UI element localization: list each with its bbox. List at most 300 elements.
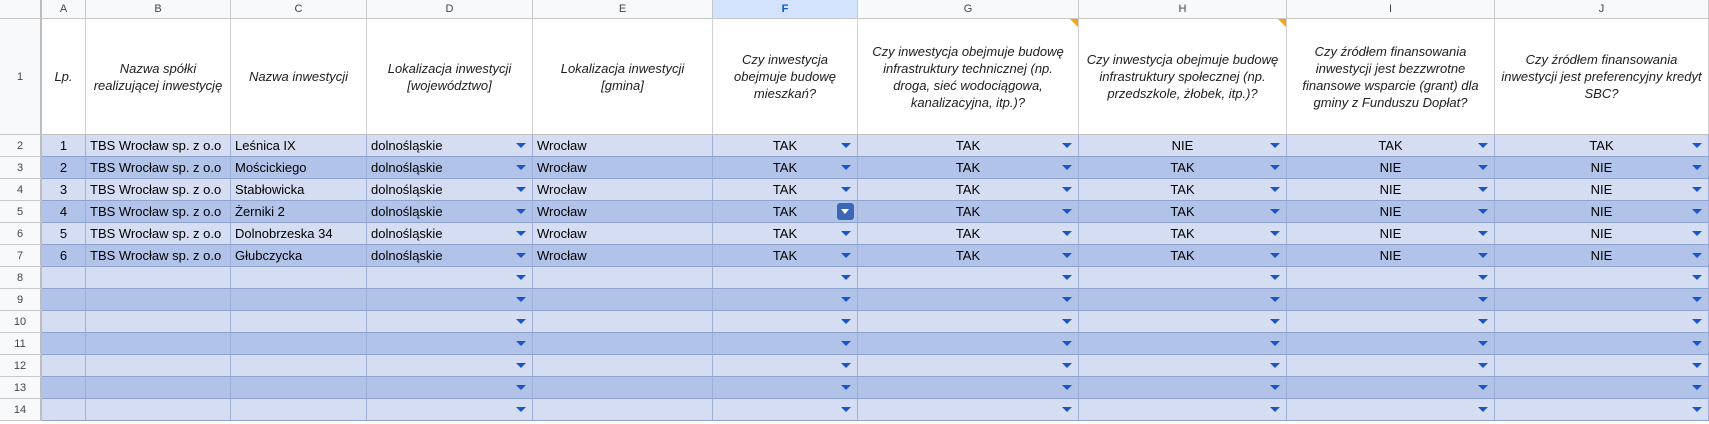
dropdown-arrow-icon[interactable] (1478, 407, 1488, 412)
dropdown-arrow-icon[interactable] (1478, 165, 1488, 170)
cell-j12[interactable] (1495, 355, 1709, 377)
column-header-c[interactable]: C (231, 0, 367, 19)
cell-g3[interactable] (858, 157, 1079, 179)
cell-c2[interactable] (231, 135, 367, 157)
cell-d10[interactable] (367, 311, 533, 333)
cell-value: TBS Wrocław sp. z o.o (90, 248, 222, 263)
dropdown-arrow-icon[interactable] (837, 203, 854, 220)
header-cell-f[interactable] (713, 19, 858, 135)
column-header-h[interactable]: H (1079, 0, 1287, 19)
cell-f6[interactable] (713, 223, 858, 245)
dropdown-arrow-icon[interactable] (1062, 253, 1072, 258)
header-cell-text: Nazwa inwestycji (249, 69, 348, 84)
cell-i13[interactable] (1287, 377, 1495, 399)
cell-i9[interactable] (1287, 289, 1495, 311)
header-cell-d[interactable] (367, 19, 533, 135)
cell-d11[interactable] (367, 333, 533, 355)
row-header-7[interactable]: 7 (0, 245, 42, 267)
cell-b11[interactable] (86, 333, 231, 355)
cell-f7[interactable] (713, 245, 858, 267)
cell-value: TBS Wrocław sp. z o.o (90, 204, 222, 219)
table-row (42, 245, 1709, 267)
cell-value: TAK (772, 226, 798, 241)
table-row (42, 267, 1709, 289)
column-header-j[interactable]: J (1495, 0, 1709, 19)
cell-i7[interactable] (1287, 245, 1495, 267)
dropdown-arrow-icon[interactable] (1270, 363, 1280, 368)
cell-i5[interactable] (1287, 201, 1495, 223)
row-header-6[interactable]: 6 (0, 223, 42, 245)
cell-b13[interactable] (86, 377, 231, 399)
header-cell-text: Czy źródłem finansowania inwestycji jest preferencyjny kredyt SBC? (1501, 52, 1702, 101)
cell-h14[interactable] (1079, 399, 1287, 421)
dropdown-arrow-icon[interactable] (516, 231, 526, 236)
cell-f14[interactable] (713, 399, 858, 421)
column-header-g[interactable]: G (858, 0, 1079, 19)
cell-f8[interactable] (713, 267, 858, 289)
cell-h9[interactable] (1079, 289, 1287, 311)
cell-d3[interactable] (367, 157, 533, 179)
cell-h5[interactable] (1079, 201, 1287, 223)
cell-d6[interactable] (367, 223, 533, 245)
table-row (42, 333, 1709, 355)
cell-e5[interactable] (533, 201, 713, 223)
cell-c4[interactable] (231, 179, 367, 201)
table-row (42, 135, 1709, 157)
cell-b14[interactable] (86, 399, 231, 421)
dropdown-arrow-icon[interactable] (516, 341, 526, 346)
cell-g9[interactable] (858, 289, 1079, 311)
cell-value: Wrocław (537, 182, 587, 197)
dropdown-arrow-icon[interactable] (1478, 209, 1488, 214)
dropdown-arrow-icon[interactable] (1270, 165, 1280, 170)
cell-g6[interactable] (858, 223, 1079, 245)
cell-h2[interactable] (1079, 135, 1287, 157)
dropdown-arrow-icon[interactable] (516, 275, 526, 280)
cell-value: TAK (772, 248, 798, 263)
cell-j2[interactable] (1495, 135, 1709, 157)
dropdown-arrow-icon[interactable] (516, 143, 526, 148)
cell-value: Dolnobrzeska 34 (235, 226, 333, 241)
cell-c3[interactable] (231, 157, 367, 179)
cell-i14[interactable] (1287, 399, 1495, 421)
dropdown-arrow-icon[interactable] (841, 231, 851, 236)
cell-b3[interactable] (86, 157, 231, 179)
dropdown-arrow-icon[interactable] (1692, 297, 1702, 302)
dropdown-arrow-icon[interactable] (841, 363, 851, 368)
cell-g8[interactable] (858, 267, 1079, 289)
cell-f9[interactable] (713, 289, 858, 311)
header-cell-text: Lp. (54, 69, 73, 84)
dropdown-arrow-icon[interactable] (1270, 187, 1280, 192)
cell-b5[interactable] (86, 201, 231, 223)
header-cell-text: Czy inwestycja obejmuje budowę infrastruktury technicznej (np. droga, sieć wodociągowa, kanalizacyjna, itp.)? (872, 43, 1064, 110)
dropdown-arrow-icon[interactable] (1062, 187, 1072, 192)
cell-j14[interactable] (1495, 399, 1709, 421)
select-all-corner[interactable] (0, 0, 42, 19)
cell-d8[interactable] (367, 267, 533, 289)
cell-value: Głubczycka (235, 248, 303, 263)
cell-value: Wrocław (537, 138, 587, 153)
header-cell-e[interactable] (533, 19, 713, 135)
dropdown-arrow-icon[interactable] (841, 385, 851, 390)
cell-c14[interactable] (231, 399, 367, 421)
row-header-8[interactable]: 8 (0, 267, 42, 289)
cell-value: dolnośląskie (371, 182, 443, 197)
cell-h4[interactable] (1079, 179, 1287, 201)
dropdown-arrow-icon[interactable] (1478, 253, 1488, 258)
dropdown-arrow-icon[interactable] (1270, 209, 1280, 214)
dropdown-arrow-icon[interactable] (1062, 231, 1072, 236)
dropdown-arrow-icon[interactable] (841, 319, 851, 324)
row-header-12[interactable]: 12 (0, 355, 42, 377)
table-row (42, 311, 1709, 333)
cell-a14[interactable] (42, 399, 86, 421)
row-header-13[interactable]: 13 (0, 377, 42, 399)
dropdown-arrow-icon[interactable] (1478, 341, 1488, 346)
cell-d5[interactable] (367, 201, 533, 223)
cell-i6[interactable] (1287, 223, 1495, 245)
table-row (42, 377, 1709, 399)
cell-d4[interactable] (367, 179, 533, 201)
dropdown-arrow-icon[interactable] (841, 407, 851, 412)
cell-i10[interactable] (1287, 311, 1495, 333)
row-header-5[interactable]: 5 (0, 201, 42, 223)
dropdown-arrow-icon[interactable] (1062, 297, 1072, 302)
cell-e8[interactable] (533, 267, 713, 289)
cell-i12[interactable] (1287, 355, 1495, 377)
header-cell-c[interactable] (231, 19, 367, 135)
cell-c11[interactable] (231, 333, 367, 355)
cell-g14[interactable] (858, 399, 1079, 421)
cell-b2[interactable] (86, 135, 231, 157)
cell-a7[interactable] (42, 245, 86, 267)
cell-g12[interactable] (858, 355, 1079, 377)
dropdown-arrow-icon[interactable] (516, 385, 526, 390)
column-header-b[interactable]: B (86, 0, 231, 19)
dropdown-arrow-icon[interactable] (1270, 253, 1280, 258)
cell-h10[interactable] (1079, 311, 1287, 333)
column-header-a[interactable]: A (42, 0, 86, 19)
cell-c6[interactable] (231, 223, 367, 245)
dropdown-arrow-icon[interactable] (1062, 341, 1072, 346)
cell-h8[interactable] (1079, 267, 1287, 289)
cell-g11[interactable] (858, 333, 1079, 355)
dropdown-arrow-icon[interactable] (516, 319, 526, 324)
cell-a13[interactable] (42, 377, 86, 399)
cell-c8[interactable] (231, 267, 367, 289)
dropdown-arrow-icon[interactable] (1062, 165, 1072, 170)
dropdown-arrow-icon[interactable] (1478, 187, 1488, 192)
dropdown-arrow-icon[interactable] (1692, 165, 1702, 170)
cell-f12[interactable] (713, 355, 858, 377)
dropdown-arrow-icon[interactable] (516, 187, 526, 192)
header-cell-text: Czy źródłem finansowania inwestycji jest bezzwrotne finansowe wsparcie (grant) dla gminy z Funduszu Dopłat? (1302, 43, 1479, 110)
dropdown-arrow-icon[interactable] (1270, 143, 1280, 148)
header-cell-text: Lokalizacja inwestycji [województwo] (387, 60, 512, 93)
cell-value: NIE (1590, 248, 1613, 263)
dropdown-arrow-icon[interactable] (1478, 275, 1488, 280)
cell-a6[interactable] (42, 223, 86, 245)
dropdown-arrow-icon[interactable] (516, 297, 526, 302)
table-row (42, 289, 1709, 311)
dropdown-arrow-icon[interactable] (841, 187, 851, 192)
dropdown-arrow-icon[interactable] (1270, 341, 1280, 346)
dropdown-arrow-icon[interactable] (1062, 209, 1072, 214)
cell-a5[interactable] (42, 201, 86, 223)
row-header-14[interactable]: 14 (0, 399, 42, 421)
cell-c13[interactable] (231, 377, 367, 399)
cell-e2[interactable] (533, 135, 713, 157)
cell-i3[interactable] (1287, 157, 1495, 179)
cell-i4[interactable] (1287, 179, 1495, 201)
cell-g4[interactable] (858, 179, 1079, 201)
dropdown-arrow-icon[interactable] (1478, 319, 1488, 324)
cell-e3[interactable] (533, 157, 713, 179)
cell-value: Wrocław (537, 226, 587, 241)
cell-e14[interactable] (533, 399, 713, 421)
cell-a10[interactable] (42, 311, 86, 333)
cell-e7[interactable] (533, 245, 713, 267)
cell-value: NIE (1379, 204, 1402, 219)
cell-i2[interactable] (1287, 135, 1495, 157)
dropdown-arrow-icon[interactable] (1062, 385, 1072, 390)
cell-a4[interactable] (42, 179, 86, 201)
cell-d13[interactable] (367, 377, 533, 399)
dropdown-arrow-icon[interactable] (1478, 143, 1488, 148)
header-cell-text: Czy inwestycja obejmuje budowę mieszkań? (734, 52, 836, 101)
cell-value: dolnośląskie (371, 160, 443, 175)
dropdown-arrow-icon[interactable] (1478, 231, 1488, 236)
cell-h6[interactable] (1079, 223, 1287, 245)
cell-g10[interactable] (858, 311, 1079, 333)
cell-i8[interactable] (1287, 267, 1495, 289)
dropdown-arrow-icon[interactable] (1270, 385, 1280, 390)
comment-marker-icon[interactable] (1278, 19, 1286, 27)
dropdown-arrow-icon[interactable] (1062, 407, 1072, 412)
cell-value: NIE (1379, 226, 1402, 241)
cell-a2[interactable] (42, 135, 86, 157)
dropdown-arrow-icon[interactable] (1692, 341, 1702, 346)
cell-j9[interactable] (1495, 289, 1709, 311)
cell-j13[interactable] (1495, 377, 1709, 399)
dropdown-arrow-icon[interactable] (1062, 319, 1072, 324)
cell-value: TBS Wrocław sp. z o.o (90, 138, 222, 153)
cell-value: 2 (59, 160, 68, 175)
dropdown-arrow-icon[interactable] (1692, 275, 1702, 280)
dropdown-arrow-icon[interactable] (1692, 319, 1702, 324)
cell-c7[interactable] (231, 245, 367, 267)
cell-c12[interactable] (231, 355, 367, 377)
dropdown-arrow-icon[interactable] (1692, 231, 1702, 236)
dropdown-arrow-icon[interactable] (1692, 407, 1702, 412)
cell-value: Wrocław (537, 160, 587, 175)
row-header-10[interactable]: 10 (0, 311, 42, 333)
cell-e4[interactable] (533, 179, 713, 201)
dropdown-arrow-icon[interactable] (841, 143, 851, 148)
header-cell-a[interactable] (42, 19, 86, 135)
cell-value: TAK (955, 138, 981, 153)
cell-j11[interactable] (1495, 333, 1709, 355)
header-cell-text: Czy inwestycja obejmuje budowę infrastruktury społecznej (np. przedszkole, żłobek, itp.)? (1086, 52, 1279, 101)
cell-a9[interactable] (42, 289, 86, 311)
dropdown-arrow-icon[interactable] (1692, 143, 1702, 148)
column-header-f[interactable]: F (713, 0, 858, 19)
dropdown-arrow-icon[interactable] (1692, 253, 1702, 258)
cell-h13[interactable] (1079, 377, 1287, 399)
cell-b9[interactable] (86, 289, 231, 311)
cell-f11[interactable] (713, 333, 858, 355)
row-header-3[interactable]: 3 (0, 157, 42, 179)
dropdown-arrow-icon[interactable] (1478, 363, 1488, 368)
cell-a3[interactable] (42, 157, 86, 179)
row-header-4[interactable]: 4 (0, 179, 42, 201)
header-cell-g[interactable] (858, 19, 1079, 135)
cell-value: TAK (1589, 138, 1614, 153)
dropdown-arrow-icon[interactable] (516, 209, 526, 214)
row-header-2[interactable]: 2 (0, 135, 42, 157)
cell-e13[interactable] (533, 377, 713, 399)
dropdown-arrow-icon[interactable] (1062, 275, 1072, 280)
cell-f3[interactable] (713, 157, 858, 179)
header-cell-b[interactable] (86, 19, 231, 135)
cell-h3[interactable] (1079, 157, 1287, 179)
column-header-i[interactable]: I (1287, 0, 1495, 19)
cell-value: Żerniki 2 (235, 204, 285, 219)
cell-d12[interactable] (367, 355, 533, 377)
dropdown-arrow-icon[interactable] (516, 407, 526, 412)
cell-e10[interactable] (533, 311, 713, 333)
cell-g13[interactable] (858, 377, 1079, 399)
cell-value: NIE (1171, 138, 1194, 153)
cell-value: 3 (59, 182, 68, 197)
cell-e11[interactable] (533, 333, 713, 355)
cell-f13[interactable] (713, 377, 858, 399)
cell-e12[interactable] (533, 355, 713, 377)
header-cell-h[interactable] (1079, 19, 1287, 135)
cell-a11[interactable] (42, 333, 86, 355)
dropdown-arrow-icon[interactable] (516, 253, 526, 258)
cell-j3[interactable] (1495, 157, 1709, 179)
dropdown-arrow-icon[interactable] (1692, 209, 1702, 214)
table-header-row (42, 19, 1709, 135)
dropdown-arrow-icon[interactable] (1062, 143, 1072, 148)
dropdown-arrow-icon[interactable] (1270, 407, 1280, 412)
cell-e9[interactable] (533, 289, 713, 311)
cell-c9[interactable] (231, 289, 367, 311)
dropdown-arrow-icon[interactable] (1062, 363, 1072, 368)
cell-d9[interactable] (367, 289, 533, 311)
header-cell-i[interactable] (1287, 19, 1495, 135)
dropdown-arrow-icon[interactable] (1270, 275, 1280, 280)
dropdown-arrow-icon[interactable] (1270, 231, 1280, 236)
cell-d14[interactable] (367, 399, 533, 421)
cell-c10[interactable] (231, 311, 367, 333)
dropdown-arrow-icon[interactable] (841, 341, 851, 346)
dropdown-arrow-icon[interactable] (1478, 385, 1488, 390)
cell-value: Mościckiego (235, 160, 307, 175)
dropdown-arrow-icon[interactable] (1270, 297, 1280, 302)
header-cell-text: Nazwa spółki realizującej inwestycję (93, 60, 223, 93)
cell-value: TAK (1378, 138, 1403, 153)
row-header-9[interactable]: 9 (0, 289, 42, 311)
cell-d2[interactable] (367, 135, 533, 157)
comment-marker-icon[interactable] (1070, 19, 1078, 27)
row-header-1[interactable]: 1 (0, 19, 42, 135)
cell-a8[interactable] (42, 267, 86, 289)
cell-f2[interactable] (713, 135, 858, 157)
cell-b12[interactable] (86, 355, 231, 377)
dropdown-arrow-icon[interactable] (1692, 363, 1702, 368)
dropdown-arrow-icon[interactable] (841, 275, 851, 280)
cell-f10[interactable] (713, 311, 858, 333)
cell-value: TAK (955, 204, 981, 219)
cell-value: TAK (1170, 248, 1195, 263)
cell-i11[interactable] (1287, 333, 1495, 355)
table-row (42, 157, 1709, 179)
cell-h12[interactable] (1079, 355, 1287, 377)
dropdown-arrow-icon[interactable] (1692, 385, 1702, 390)
cell-value: TAK (1170, 204, 1195, 219)
dropdown-arrow-icon[interactable] (1478, 297, 1488, 302)
cell-e6[interactable] (533, 223, 713, 245)
cell-value: Stabłowicka (235, 182, 305, 197)
cell-b8[interactable] (86, 267, 231, 289)
cell-value: TBS Wrocław sp. z o.o (90, 160, 222, 175)
cell-f5[interactable] (713, 201, 858, 223)
cell-h11[interactable] (1079, 333, 1287, 355)
dropdown-arrow-icon[interactable] (841, 253, 851, 258)
row-header-11[interactable]: 11 (0, 333, 42, 355)
header-cell-j[interactable] (1495, 19, 1709, 135)
header-cell-text: Lokalizacja inwestycji [gmina] (560, 60, 685, 93)
cell-b10[interactable] (86, 311, 231, 333)
cell-value: Leśnica IX (235, 138, 296, 153)
cell-value: Wrocław (537, 204, 587, 219)
cell-h7[interactable] (1079, 245, 1287, 267)
cell-value: 1 (59, 138, 68, 153)
cell-j10[interactable] (1495, 311, 1709, 333)
dropdown-arrow-icon[interactable] (516, 165, 526, 170)
column-header-e[interactable]: E (533, 0, 713, 19)
cell-value: Wrocław (537, 248, 587, 263)
dropdown-arrow-icon[interactable] (1692, 187, 1702, 192)
cell-g5[interactable] (858, 201, 1079, 223)
cell-j5[interactable] (1495, 201, 1709, 223)
cell-f4[interactable] (713, 179, 858, 201)
cell-c5[interactable] (231, 201, 367, 223)
cell-j8[interactable] (1495, 267, 1709, 289)
cell-value: TBS Wrocław sp. z o.o (90, 182, 222, 197)
dropdown-arrow-icon[interactable] (841, 165, 851, 170)
dropdown-arrow-icon[interactable] (841, 297, 851, 302)
cell-j6[interactable] (1495, 223, 1709, 245)
cell-d7[interactable] (367, 245, 533, 267)
dropdown-arrow-icon[interactable] (1270, 319, 1280, 324)
cell-value: TAK (1170, 182, 1195, 197)
cell-g2[interactable] (858, 135, 1079, 157)
cell-value: NIE (1590, 182, 1613, 197)
dropdown-arrow-icon[interactable] (516, 363, 526, 368)
cell-b6[interactable] (86, 223, 231, 245)
cell-j4[interactable] (1495, 179, 1709, 201)
cell-b4[interactable] (86, 179, 231, 201)
cell-a12[interactable] (42, 355, 86, 377)
cell-g7[interactable] (858, 245, 1079, 267)
cell-b7[interactable] (86, 245, 231, 267)
column-header-d[interactable]: D (367, 0, 533, 19)
cell-j7[interactable] (1495, 245, 1709, 267)
